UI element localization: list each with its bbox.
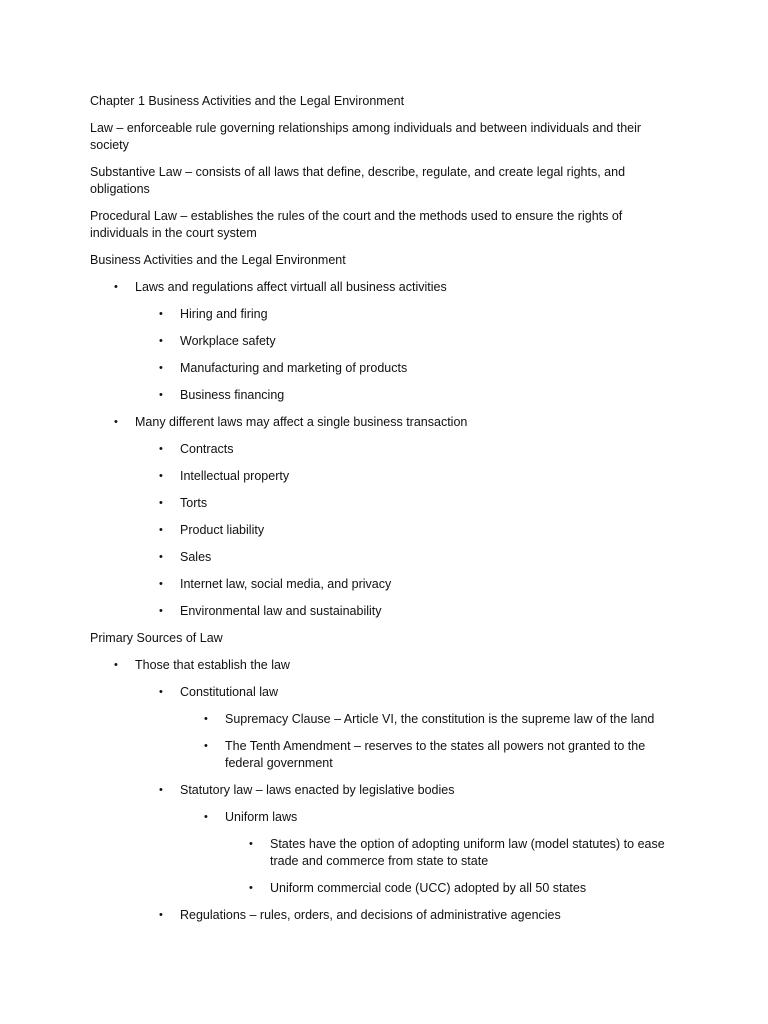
bullet-icon: • — [114, 281, 118, 293]
definition-procedural-law: Procedural Law – establishes the rules of the court and the methods used to ensure the rights of individuals in the court system — [90, 209, 623, 240]
bullet-icon: • — [159, 551, 163, 563]
list-item-text: Supremacy Clause – Article VI, the constitution is the supreme law of the land — [225, 712, 655, 726]
list-item-text: Laws and regulations affect virtuall all business activities — [135, 280, 447, 294]
list-item-text: States have the option of adopting uniform law (model statutes) to ease trade and commerce from state to state — [270, 837, 665, 868]
list-item-text: The Tenth Amendment – reserves to the states all powers not granted to the federal government — [225, 739, 646, 770]
bullet-icon: • — [204, 811, 208, 823]
definition-substantive-law: Substantive Law – consists of all laws that define, describe, regulate, and create legal rights, and obligations — [90, 165, 626, 196]
list-item-text: Product liability — [180, 523, 265, 537]
list-item-text: Hiring and firing — [180, 307, 268, 321]
section-heading-business-activities: Business Activities and the Legal Environment — [90, 253, 346, 267]
document-title: Chapter 1 Business Activities and the Legal Environment — [90, 94, 405, 108]
document-body — [90, 93, 690, 934]
bullet-icon: • — [159, 335, 163, 347]
list-item-text: Statutory law – laws enacted by legislative bodies — [180, 783, 455, 797]
list-item-text: Regulations – rules, orders, and decisions of administrative agencies — [180, 908, 561, 922]
list-item — [90, 306, 690, 323]
list-item-text: Environmental law and sustainability — [180, 604, 382, 618]
list-item-text: Uniform commercial code (UCC) adopted by all 50 states — [270, 881, 587, 895]
list-item-text: Internet law, social media, and privacy — [180, 577, 392, 591]
bullet-icon: • — [159, 362, 163, 374]
bullet-icon: • — [159, 605, 163, 617]
bullet-icon: • — [249, 882, 253, 894]
bullet-icon: • — [159, 497, 163, 509]
list-item-text: Uniform laws — [225, 810, 298, 824]
business-activities-list — [90, 279, 690, 620]
list-item — [90, 495, 690, 512]
list-item-text: Many different laws may affect a single business transaction — [135, 415, 468, 429]
definition-law: Law – enforceable rule governing relationships among individuals and between individuals and their society — [90, 121, 642, 152]
bullet-icon: • — [159, 308, 163, 320]
bullet-icon: • — [204, 740, 208, 752]
bullet-icon: • — [114, 416, 118, 428]
list-item — [90, 836, 690, 870]
list-item — [90, 657, 690, 674]
bullet-icon: • — [204, 713, 208, 725]
list-item-text: Manufacturing and marketing of products — [180, 361, 408, 375]
list-item — [90, 441, 690, 458]
list-item — [90, 809, 690, 826]
bullet-icon: • — [114, 659, 118, 671]
bullet-icon: • — [159, 389, 163, 401]
bullet-icon: • — [159, 578, 163, 590]
list-item — [90, 576, 690, 593]
bullet-icon: • — [159, 470, 163, 482]
list-item-text: Workplace safety — [180, 334, 276, 348]
list-item — [90, 279, 690, 296]
list-item-text: Intellectual property — [180, 469, 290, 483]
bullet-icon: • — [159, 909, 163, 921]
list-item-text: Torts — [180, 496, 208, 510]
bullet-icon: • — [249, 838, 253, 850]
bullet-icon: • — [159, 686, 163, 698]
primary-sources-list — [90, 657, 690, 924]
list-item — [90, 387, 690, 404]
list-item — [90, 880, 690, 897]
list-item — [90, 711, 690, 728]
list-item — [90, 603, 690, 620]
list-item — [90, 684, 690, 701]
list-item — [90, 522, 690, 539]
list-item — [90, 468, 690, 485]
list-item — [90, 738, 690, 772]
section-heading-primary-sources: Primary Sources of Law — [90, 631, 223, 645]
list-item-text: Those that establish the law — [135, 658, 290, 672]
list-item — [90, 782, 690, 799]
bullet-icon: • — [159, 784, 163, 796]
list-item-text: Business financing — [180, 388, 285, 402]
list-item-text: Constitutional law — [180, 685, 278, 699]
list-item-text: Contracts — [180, 442, 234, 456]
list-item — [90, 360, 690, 377]
list-item — [90, 549, 690, 566]
bullet-icon: • — [159, 443, 163, 455]
list-item-text: Sales — [180, 550, 212, 564]
list-item — [90, 907, 690, 924]
list-item — [90, 414, 690, 431]
bullet-icon: • — [159, 524, 163, 536]
list-item — [90, 333, 690, 350]
